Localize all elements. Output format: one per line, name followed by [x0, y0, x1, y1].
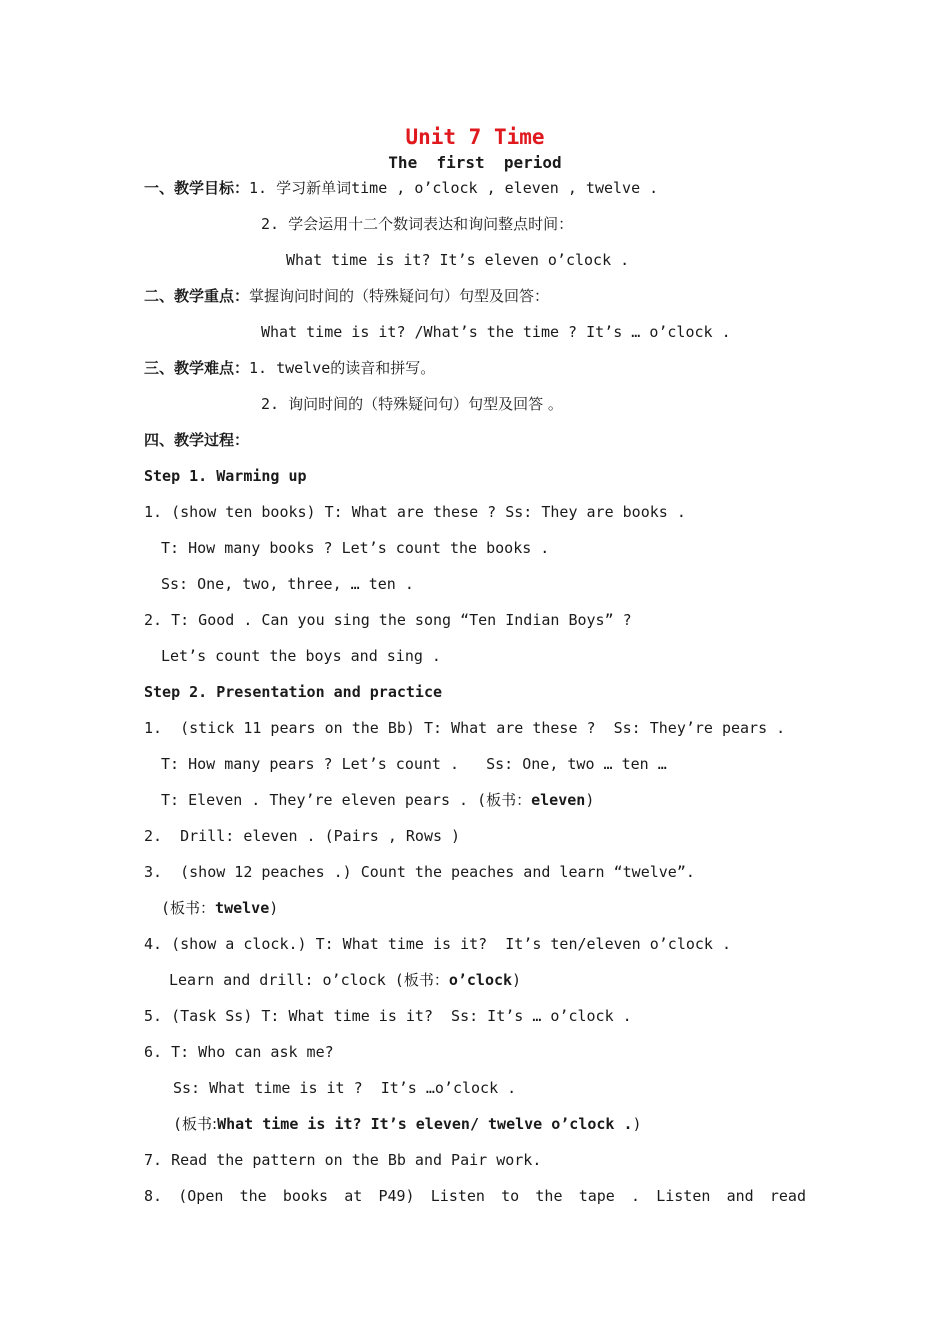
board-label: 板书：	[170, 899, 216, 917]
step2-line-5: 3. (show 12 peaches .) Count the peaches and learn “twelve”.	[144, 863, 695, 881]
word: read	[769, 1187, 806, 1205]
page-title: Unit 7 Time	[405, 125, 545, 149]
difficulty-1-number: 1.	[249, 359, 268, 377]
word: tape	[578, 1187, 615, 1205]
process-heading: 四、教学过程：	[144, 431, 250, 449]
board-sentence: What time is it? It’s eleven/ twelve o’clock .	[217, 1115, 633, 1133]
key-points-heading: 二、教学重点：	[144, 287, 250, 305]
objective-2-cn: 学会运用十二个数词表达和询问整点时间：	[288, 215, 574, 233]
open-paren: (	[173, 1115, 183, 1133]
step2-line-8	[169, 970, 521, 990]
word: Listen	[430, 1187, 485, 1205]
board-word-oclock: o’clock	[448, 971, 513, 989]
word: .	[631, 1187, 641, 1205]
word: at	[344, 1187, 363, 1205]
board-label: 板书：	[403, 971, 449, 989]
objectives-line-2	[261, 214, 573, 234]
difficulties-heading: 三、教学难点：	[144, 359, 250, 377]
step1-line-5: Let’s count the boys and sing .	[161, 647, 441, 665]
step2-line-7: 4. (show a clock.) T: What time is it? It’s ten/eleven o’clock .	[144, 935, 731, 953]
difficulty-2-cn: 询问时间的（特殊疑问句）句型及回答 。	[288, 395, 563, 413]
word: P49)	[378, 1187, 415, 1205]
objective-1-number: 1.	[249, 179, 268, 197]
difficulty-1-cn: 的读音和拼写。	[330, 359, 436, 377]
difficulty-1-en: twelve	[276, 359, 331, 377]
board-label: 板书:	[182, 1115, 218, 1133]
step2-line-11: Ss: What time is it ? It’s …o’clock .	[173, 1079, 517, 1097]
step1-line-4: 2. T: Good . Can you sing the song “Ten Indian Boys” ?	[144, 611, 632, 629]
step1-heading: Step 1. Warming up	[144, 467, 307, 485]
step1-line-2: T: How many books ? Let’s count the books .	[161, 539, 550, 557]
word: 8.	[144, 1187, 163, 1205]
word: and	[726, 1187, 754, 1205]
step2-line-3	[161, 790, 594, 810]
objective-1-cn: 学习新单词	[276, 179, 352, 197]
close-paren: )	[269, 899, 279, 917]
objective-1-en: time , o’clock , eleven , twelve .	[351, 179, 659, 197]
open-paren: (	[161, 899, 171, 917]
word: (Open	[178, 1187, 224, 1205]
word: to	[501, 1187, 520, 1205]
objectives-line-1	[144, 178, 658, 198]
word: the	[535, 1187, 563, 1205]
step2-line-2: T: How many pears ? Let’s count . Ss: One, two … ten …	[161, 755, 667, 773]
board-word-eleven: eleven	[531, 791, 586, 809]
step2-line-10: 6. T: Who can ask me?	[144, 1043, 334, 1061]
objective-2-number: 2.	[261, 215, 280, 233]
word: the	[239, 1187, 267, 1205]
objectives-heading: 一、教学目标：	[144, 179, 250, 197]
difficulty-2-number: 2.	[261, 395, 280, 413]
step2-line-8-text: Learn and drill: o’clock (	[169, 971, 404, 989]
difficulties-line-2	[261, 394, 563, 414]
board-word-twelve: twelve	[215, 899, 270, 917]
key-points-example: What time is it? /What’s the time ? It’s … o’clock .	[261, 323, 731, 341]
step2-line-3-text: T: Eleven . They’re eleven pears . (	[161, 791, 487, 809]
step2-line-14	[144, 1186, 806, 1206]
board-label: 板书：	[486, 791, 532, 809]
step2-heading: Step 2. Presentation and practice	[144, 683, 443, 701]
objective-2-example: What time is it? It’s eleven o’clock .	[286, 251, 630, 269]
close-paren: )	[585, 791, 595, 809]
step2-line-6	[161, 898, 278, 918]
step2-line-1: 1. (stick 11 pears on the Bb) T: What are these ? Ss: They’re pears .	[144, 719, 786, 737]
close-paren: )	[512, 971, 522, 989]
step2-line-9: 5. (Task Ss) T: What time is it? Ss: It’s … o’clock .	[144, 1007, 632, 1025]
key-points-line	[144, 286, 549, 306]
step1-line-1: 1. (show ten books) T: What are these ? Ss: They are books .	[144, 503, 686, 521]
step2-line-13: 7. Read the pattern on the Bb and Pair work.	[144, 1151, 542, 1169]
step1-line-3: Ss: One, two, three, … ten .	[161, 575, 414, 593]
close-paren: )	[632, 1115, 642, 1133]
word: books	[282, 1187, 329, 1205]
word: Listen	[656, 1187, 711, 1205]
key-points-text: 掌握询问时间的（特殊疑问句）句型及回答：	[249, 287, 550, 305]
difficulties-line-1	[144, 358, 435, 378]
page-subtitle: The first period	[388, 153, 562, 172]
step2-line-12	[173, 1114, 642, 1134]
step2-line-4: 2. Drill: eleven . (Pairs , Rows )	[144, 827, 461, 845]
